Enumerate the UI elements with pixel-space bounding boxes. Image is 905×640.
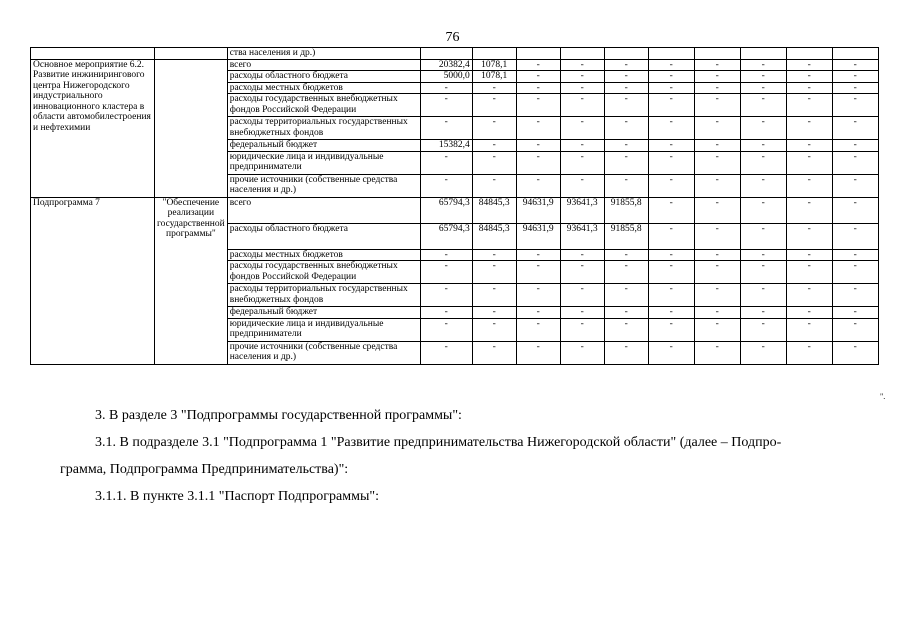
value-cell: - [560, 284, 604, 307]
value-cell: - [560, 151, 604, 174]
value-cell: - [420, 261, 472, 284]
value-cell: - [604, 117, 648, 140]
value-cell: - [648, 59, 694, 71]
value-cell: - [740, 307, 786, 319]
table-row [31, 59, 879, 71]
value-cell: 1078,1 [472, 59, 516, 71]
value-cell: - [648, 197, 694, 223]
value-cell: - [740, 197, 786, 223]
value-cell: - [832, 284, 878, 307]
value-cell: - [516, 151, 560, 174]
value-cell: - [604, 151, 648, 174]
row-label: юридические лица и индивидуальные предприниматели [227, 318, 420, 341]
value-cell: 91855,8 [604, 223, 648, 249]
value-cell: - [786, 261, 832, 284]
value-cell: - [560, 117, 604, 140]
value-cell: - [472, 140, 516, 152]
value-cell: - [786, 82, 832, 94]
value-cell: - [740, 140, 786, 152]
value-cell: - [604, 94, 648, 117]
value-cell: - [786, 249, 832, 261]
value-cell: - [472, 261, 516, 284]
row-label: прочие источники (собственные средства населения и др.) [227, 174, 420, 197]
value-cell: - [560, 94, 604, 117]
value-cell: - [604, 307, 648, 319]
value-cell: - [648, 117, 694, 140]
table-row [31, 197, 879, 223]
paragraph-section-3: 3. В разделе 3 "Подпрограммы государственной программы": [95, 408, 462, 423]
value-cell: - [560, 261, 604, 284]
value-cell: - [832, 59, 878, 71]
value-cell: - [648, 94, 694, 117]
value-cell: - [786, 94, 832, 117]
value-cell: 65794,3 [420, 197, 472, 223]
value-cell: - [560, 249, 604, 261]
value-cell: - [694, 197, 740, 223]
value-cell: - [420, 307, 472, 319]
value-cell: - [604, 71, 648, 83]
paragraph-subsection-3-1-line2: грамма, Подпрограмма Предпринимательства)": [60, 462, 349, 477]
value-cell: 84845,3 [472, 223, 516, 249]
value-cell: - [560, 307, 604, 319]
value-cell: - [648, 307, 694, 319]
value-cell: - [420, 151, 472, 174]
value-cell: - [560, 318, 604, 341]
row-label: расходы государственных внебюджетных фондов Российской Федерации [227, 94, 420, 117]
value-cell: - [472, 284, 516, 307]
value-cell: - [420, 82, 472, 94]
value-cell: - [604, 59, 648, 71]
value-cell: - [740, 318, 786, 341]
program-goal-cell: "Обеспечение реализации государственной программы" [155, 197, 228, 364]
value-cell: - [786, 197, 832, 223]
value-cell: - [420, 174, 472, 197]
row-label: ства населения и др.) [227, 48, 420, 60]
value-cell: - [560, 71, 604, 83]
value-cell: 65794,3 [420, 223, 472, 249]
value-cell: - [560, 140, 604, 152]
value-cell: - [832, 117, 878, 140]
value-cell: - [516, 82, 560, 94]
row-label: федеральный бюджет [227, 140, 420, 152]
value-cell: - [694, 71, 740, 83]
value-cell: - [786, 174, 832, 197]
value-cell: - [694, 307, 740, 319]
program-name-cell: Основное мероприятие 6.2. Развитие инжинирингового центра Нижегородского индустриального инновационного кластера в области автомобилестроения и нефтехимии [31, 59, 155, 197]
value-cell: - [740, 261, 786, 284]
value-cell: - [786, 71, 832, 83]
value-cell: - [472, 174, 516, 197]
value-cell: - [648, 82, 694, 94]
row-label: расходы местных бюджетов [227, 82, 420, 94]
value-cell: 15382,4 [420, 140, 472, 152]
value-cell: - [740, 174, 786, 197]
value-cell: - [420, 284, 472, 307]
value-cell: - [832, 249, 878, 261]
value-cell: - [694, 82, 740, 94]
value-cell: - [604, 140, 648, 152]
table-row [31, 48, 879, 60]
value-cell: - [420, 117, 472, 140]
value-cell: - [516, 140, 560, 152]
value-cell: - [694, 117, 740, 140]
value-cell: - [786, 318, 832, 341]
row-label: расходы местных бюджетов [227, 249, 420, 261]
value-cell: - [604, 261, 648, 284]
value-cell: - [560, 59, 604, 71]
value-cell: - [648, 261, 694, 284]
value-cell: - [472, 341, 516, 364]
value-cell: - [694, 151, 740, 174]
row-label: юридические лица и индивидуальные предприниматели [227, 151, 420, 174]
value-cell: - [516, 307, 560, 319]
value-cell: - [694, 261, 740, 284]
value-cell: - [740, 117, 786, 140]
funding-table [30, 47, 879, 365]
value-cell: - [694, 59, 740, 71]
program-name-cell: Подпрограмма 7 [31, 197, 155, 364]
value-cell: - [516, 94, 560, 117]
value-cell: - [832, 174, 878, 197]
value-cell: - [832, 223, 878, 249]
value-cell: - [786, 59, 832, 71]
value-cell: - [604, 318, 648, 341]
value-cell: - [832, 140, 878, 152]
value-cell: - [648, 174, 694, 197]
value-cell: - [604, 284, 648, 307]
value-cell: - [648, 318, 694, 341]
value-cell: - [516, 174, 560, 197]
value-cell: - [694, 284, 740, 307]
value-cell: - [420, 94, 472, 117]
value-cell: - [832, 307, 878, 319]
value-cell: 84845,3 [472, 197, 516, 223]
value-cell: - [560, 174, 604, 197]
value-cell: - [648, 151, 694, 174]
value-cell: 94631,9 [516, 197, 560, 223]
value-cell: - [740, 249, 786, 261]
value-cell: - [694, 223, 740, 249]
value-cell: - [472, 117, 516, 140]
value-cell: - [694, 341, 740, 364]
value-cell: - [560, 82, 604, 94]
value-cell: - [420, 318, 472, 341]
value-cell: - [560, 341, 604, 364]
value-cell: - [694, 174, 740, 197]
value-cell: - [832, 341, 878, 364]
value-cell: - [648, 284, 694, 307]
value-cell: 1078,1 [472, 71, 516, 83]
value-cell: - [648, 223, 694, 249]
row-label: расходы областного бюджета [227, 223, 420, 249]
value-cell: - [472, 94, 516, 117]
value-cell: - [832, 197, 878, 223]
end-quote-mark: ". [880, 392, 886, 401]
value-cell: - [740, 94, 786, 117]
value-cell: - [604, 82, 648, 94]
value-cell: - [832, 82, 878, 94]
value-cell: - [694, 140, 740, 152]
value-cell: - [786, 341, 832, 364]
value-cell: - [740, 341, 786, 364]
value-cell: - [648, 71, 694, 83]
value-cell: - [740, 71, 786, 83]
value-cell: 5000,0 [420, 71, 472, 83]
row-label: расходы государственных внебюджетных фондов Российской Федерации [227, 261, 420, 284]
value-cell: - [604, 249, 648, 261]
value-cell: - [786, 140, 832, 152]
row-label: прочие источники (собственные средства населения и др.) [227, 341, 420, 364]
value-cell: - [516, 261, 560, 284]
value-cell: - [472, 249, 516, 261]
program-goal-cell [155, 59, 228, 197]
value-cell: - [604, 341, 648, 364]
value-cell: 93641,3 [560, 223, 604, 249]
row-label: всего [227, 197, 420, 223]
row-label: расходы областного бюджета [227, 71, 420, 83]
value-cell: - [420, 249, 472, 261]
row-label: всего [227, 59, 420, 71]
value-cell: - [516, 318, 560, 341]
paragraph-item-3-1-1: 3.1.1. В пункте 3.1.1 "Паспорт Подпрограммы": [95, 489, 379, 504]
value-cell: - [740, 151, 786, 174]
value-cell: - [832, 71, 878, 83]
value-cell: - [694, 249, 740, 261]
value-cell: - [786, 284, 832, 307]
value-cell: - [516, 71, 560, 83]
value-cell: - [832, 94, 878, 117]
value-cell: - [786, 117, 832, 140]
value-cell: - [648, 140, 694, 152]
value-cell: - [740, 59, 786, 71]
row-label: федеральный бюджет [227, 307, 420, 319]
value-cell: - [832, 261, 878, 284]
value-cell: - [472, 318, 516, 341]
value-cell: - [740, 284, 786, 307]
value-cell: - [604, 174, 648, 197]
paragraph-subsection-3-1-line1: 3.1. В подразделе 3.1 "Подпрограмма 1 "Развитие предпринимательства Нижегородской области" (далее – Подпро- [95, 435, 782, 450]
value-cell: 94631,9 [516, 223, 560, 249]
value-cell: - [694, 318, 740, 341]
value-cell: - [786, 223, 832, 249]
value-cell: - [472, 82, 516, 94]
value-cell: - [648, 341, 694, 364]
value-cell: - [648, 249, 694, 261]
value-cell: - [516, 59, 560, 71]
value-cell: - [740, 223, 786, 249]
value-cell: - [472, 307, 516, 319]
value-cell: - [786, 307, 832, 319]
value-cell: - [516, 117, 560, 140]
value-cell: - [472, 151, 516, 174]
value-cell: - [832, 318, 878, 341]
value-cell: - [694, 94, 740, 117]
row-label: расходы территориальных государственных внебюджетных фондов [227, 117, 420, 140]
page-number: 76 [445, 30, 460, 45]
row-label: расходы территориальных государственных внебюджетных фондов [227, 284, 420, 307]
value-cell: 93641,3 [560, 197, 604, 223]
value-cell: - [832, 151, 878, 174]
value-cell: - [516, 284, 560, 307]
value-cell: 20382,4 [420, 59, 472, 71]
value-cell: - [420, 341, 472, 364]
value-cell: - [516, 341, 560, 364]
value-cell: - [740, 82, 786, 94]
value-cell: - [516, 249, 560, 261]
value-cell: - [786, 151, 832, 174]
value-cell: 91855,8 [604, 197, 648, 223]
